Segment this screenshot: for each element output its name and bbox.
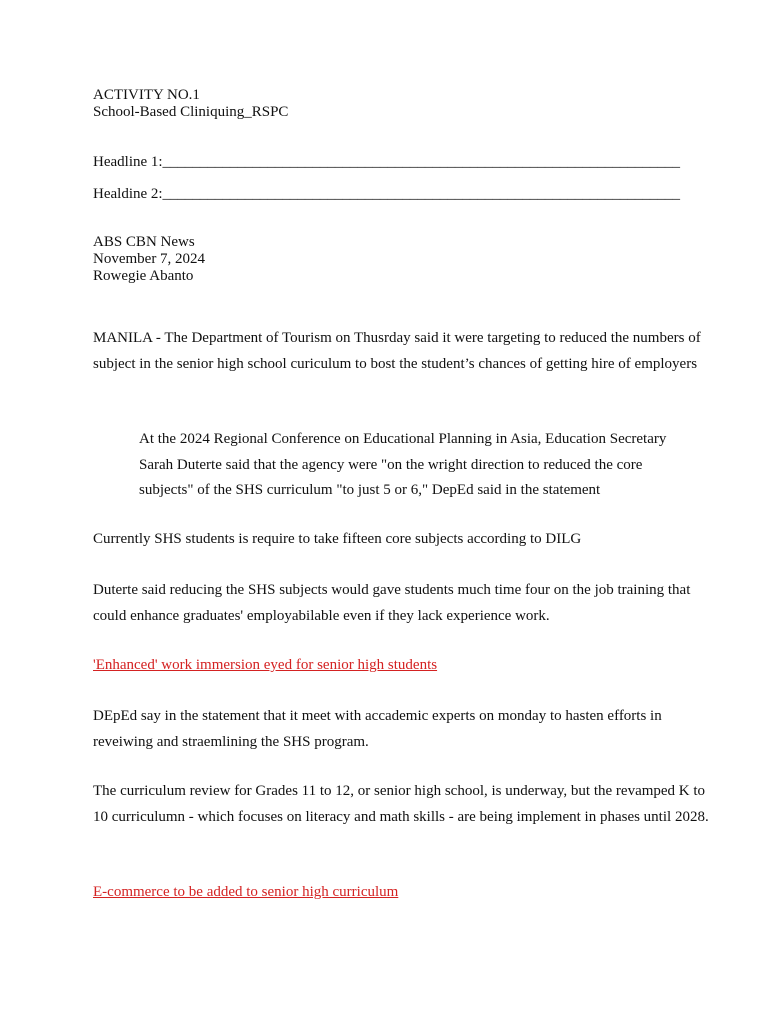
byline-source: ABS CBN News — [93, 234, 195, 250]
byline — [93, 234, 712, 285]
paragraph-deped-statement: DEpEd say in the statement that it meet with accademic experts on monday to hasten efforts in reveiwing and straemlining the SHS program. — [93, 708, 662, 750]
related-link-work-immersion[interactable]: 'Enhanced' work immersion eyed for senior high students — [93, 657, 438, 673]
headline-2-line — [93, 186, 712, 203]
paragraph-quote: At the 2024 Regional Conference on Educational Planning in Asia, Education Secretary Sarah Duterte said that the agency were "on the wright direction to reduced the core subjects" of the SHS curriculum "to just 5 or 6," DepEd said in the statement — [139, 431, 667, 498]
related-link-ecommerce[interactable]: E-commerce to be added to senior high curriculum — [93, 884, 399, 900]
paragraph-curriculum-review: The curriculum review for Grades 11 to 12, or senior high school, is underway, but the revamped K to 10 curriculumn - which focuses on literacy and math skills - are being implement in phases until 2028. — [93, 783, 709, 825]
byline-author: Rowegie Abanto — [93, 268, 194, 284]
activity-header — [93, 87, 712, 121]
byline-date: November 7, 2024 — [93, 251, 206, 267]
activity-title: ACTIVITY NO.1 — [93, 87, 200, 103]
headline-1-line — [93, 154, 712, 171]
activity-subtitle: School-Based Cliniquing_RSPC — [93, 104, 289, 120]
headline-1: Headline 1:_____________________________________________________________________ — [93, 154, 681, 170]
headline-2: Healdine 2:_____________________________________________________________________ — [93, 186, 681, 202]
paragraph-duterte: Duterte said reducing the SHS subjects would gave students much time four on the job training that could enhance graduates' employabilable even if they lack experience work. — [93, 582, 691, 624]
paragraph-lead: MANILA - The Department of Tourism on Thusrday said it were targeting to reduced the numbers of subject in the senior high school curiculum to bost the student’s chances of getting hire of employers — [93, 330, 701, 372]
paragraph-core-subjects: Currently SHS students is require to take fifteen core subjects according to DILG — [93, 531, 582, 547]
